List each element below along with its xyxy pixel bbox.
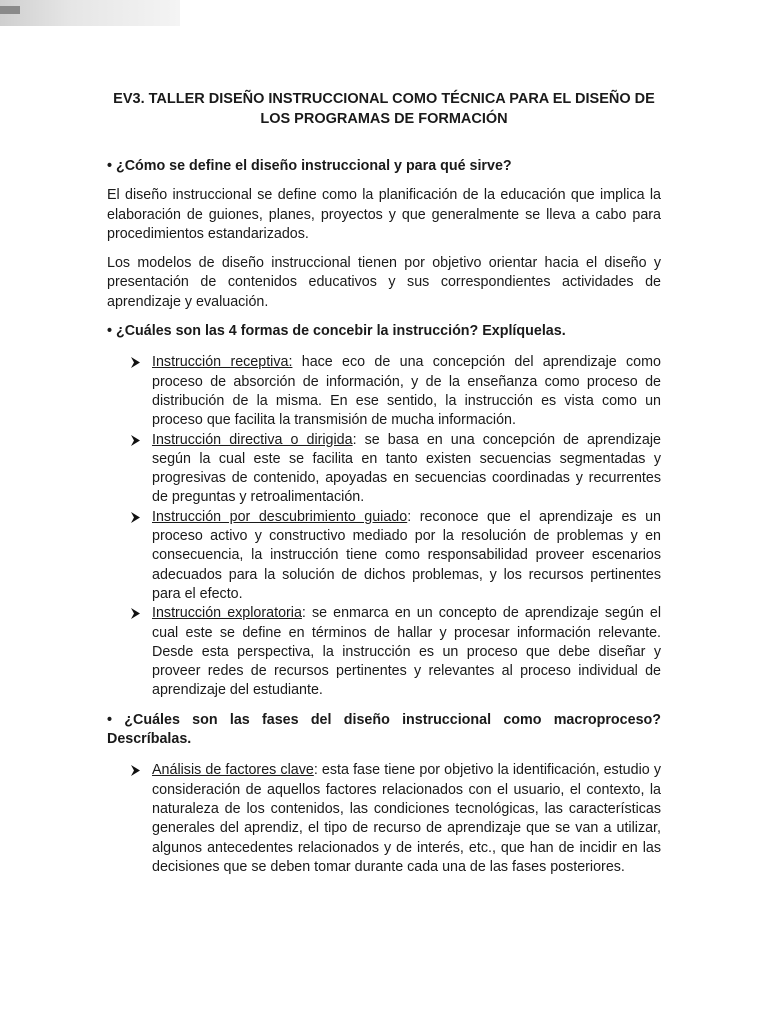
list-item <box>107 604 661 700</box>
item-text: hace eco de una concepción del aprendizaje como proceso de absorción de información, y de la enseñanza como proceso de distribución de la misma. En ese sentido, la instrucción es vista como un proceso que facilita la transmisión de mucha información. <box>152 354 661 429</box>
phases-list <box>107 761 661 877</box>
question-3: • ¿Cuáles son las fases del diseño instruccional como macroproceso? Descríbalas. <box>107 711 661 748</box>
document-page <box>107 90 661 887</box>
item-term: Instrucción exploratoria <box>152 605 302 622</box>
question-1: • ¿Cómo se define el diseño instruccional y para qué sirve? <box>107 158 512 174</box>
arrow-bullet-icon <box>131 435 140 446</box>
item-term: Instrucción directiva o dirigida <box>152 431 353 448</box>
arrow-bullet-icon <box>131 765 140 776</box>
item-text: : reconoce que el aprendizaje es un proceso activo y constructivo mediado por la resolución de problemas y en consecuencia, la instrucción tiene como responsabilidad proveer escenarios adecuados para la solución de dichos problemas, y los recursos pertinentes para el efecto. <box>152 508 661 602</box>
list-item <box>107 761 661 877</box>
instruction-forms-list <box>107 353 661 700</box>
item-text: : se basa en una concepción de aprendizaje según la cual este se facilita en tanto existen secuencias segmentadas y progresivas de contenido, apoyadas en secuencias coordinadas y recurrentes de preguntas y retroalimentación. <box>152 431 661 506</box>
document-title: EV3. TALLER DISEÑO INSTRUCCIONAL COMO TÉCNICA PARA EL DISEÑO DE LOS PROGRAMAS DE FORMACIÓN <box>113 91 655 127</box>
list-item <box>107 431 661 508</box>
arrow-bullet-icon <box>131 608 140 619</box>
item-term: Instrucción por descubrimiento guiado <box>152 508 408 525</box>
paragraph: El diseño instruccional se define como la planificación de la educación que implica la elaboración de guiones, planes, proyectos y que generalmente se lleva a cabo para procedimientos estandarizados. <box>107 187 661 242</box>
question-2: • ¿Cuáles son las 4 formas de concebir la instrucción? Explíquelas. <box>107 323 566 340</box>
item-text: : esta fase tiene por objetivo la identificación, estudio y consideración de aquellos factores relacionados con el usuario, el contexto, la naturaleza de los contenidos, las condiciones tecnológicas, las características generales del aprendiz, el tipo de recurso de aprendizaje que se van a utilizar, algunos antecedentes relacionados y de interés, etc., que han de incidir en las decisiones que se deben tomar durante cada una de las fases posteriores. <box>152 762 661 875</box>
scan-edge-artifact <box>0 0 180 26</box>
list-item <box>107 508 661 604</box>
item-term: Instrucción receptiva: <box>152 354 293 371</box>
arrow-bullet-icon <box>131 357 140 368</box>
item-text: : se enmarca en un concepto de aprendizaje según el cual este se define en términos de hallar y procesar información relevante. Desde esta perspectiva, la instrucción es un proceso que debe diseñar y proveer redes de recursos pertinentes y relevantes al proceso individual de aprendizaje del estudiante. <box>152 605 662 699</box>
paragraph: Los modelos de diseño instruccional tienen por objetivo orientar hacia el diseño y presentación de contenidos educativos y sus correspondientes actividades de aprendizaje y evaluación. <box>107 255 661 310</box>
item-term: Análisis de factores clave <box>152 762 314 779</box>
list-item <box>107 353 661 430</box>
arrow-bullet-icon <box>131 512 140 523</box>
